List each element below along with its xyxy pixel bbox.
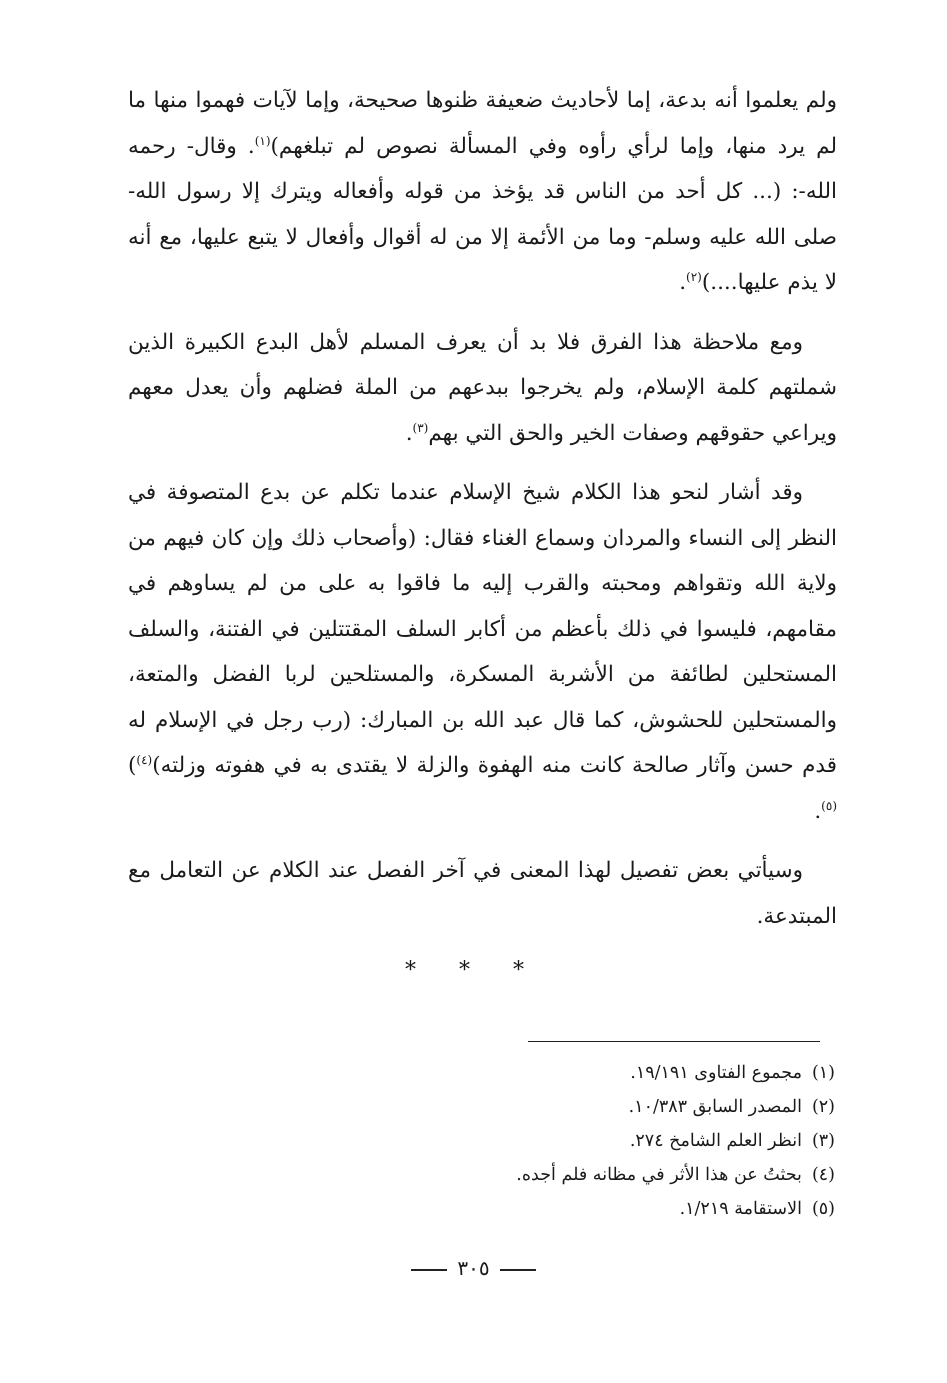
page-number [0,1256,947,1280]
footnotes [128,1056,835,1226]
footnote-divider [528,1041,820,1042]
footnote-number: (٤) [811,1165,835,1185]
paragraph-2 [128,320,837,457]
paragraph-text: . [679,270,687,295]
section-separator: * * * [405,958,542,983]
paragraph-text: . وقال- رحمه الله-: (... كل أحد من الناس قد يؤخذ من قوله وأفعاله ويترك إلا رسول الله- صلى الله عليه وسلم- وما من الأئمة إلا من له أقوال وأفعال لا يتبع عليها، مع أنه لا يذم عليها....) [128,133,837,295]
main-text [128,78,837,953]
footnote-item [128,1090,835,1124]
page-number-value: ٣٠٥ [457,1256,490,1280]
footnote-number: (١) [811,1063,835,1083]
footnote-ref: (٢) [686,269,702,284]
footnote-number: (٢) [811,1097,835,1117]
footnote-number: (٥) [811,1199,835,1219]
paragraph-text: ) [128,753,137,778]
footnote-text: بحثتُ عن هذا الأثر في مظانه فلم أجده. [516,1165,802,1185]
paragraph-3 [128,470,837,834]
paragraph-text: . [814,798,822,824]
footnote-ref: (٣) [412,420,429,435]
footnote-ref: (١) [254,133,271,148]
footnote-text: المصدر السابق ١٠/٣٨٣. [628,1097,802,1117]
footnote-item [128,1056,835,1090]
paragraph-text: . [405,420,413,446]
paragraph-text: ومع ملاحظة هذا الفرق فلا بد أن يعرف المسلم لأهل البدع الكبيرة الذين شملتهم كلمة الإسلام، ولم يخرجوا ببدعهم من الملة فضلهم وأن يعدل معهم ويراعي حقوقهم وصفات الخير والحق التي بهم [128,329,837,446]
footnote-text: انظر العلم الشامخ ٢٧٤. [629,1131,802,1151]
paragraph-text: ولم يعلموا أنه بدعة، إما لأحاديث ضعيفة ظنوها صحيحة، وإما لآيات فهموا منها ما لم يرد منها، وإما لرأي رأوه وفي المسألة نصوص لم تبلغهم) [128,88,838,159]
page-number-dash [411,1269,447,1271]
footnote-item [128,1192,835,1226]
footnote-number: (٣) [811,1131,835,1151]
page-number-dash [500,1269,536,1271]
paragraph-4 [128,848,837,939]
footnote-item [128,1124,835,1158]
paragraph-1 [128,78,837,306]
paragraph-text: وسيأتي بعض تفصيل لهذا المعنى في آخر الفصل عند الكلام عن التعامل مع المبتدعة. [128,858,837,929]
footnote-ref: (٤) [136,752,153,767]
footnote-text: الاستقامة ١/٢١٩. [679,1199,802,1219]
footnote-text: مجموع الفتاوى ١٩/١٩١. [630,1063,802,1083]
paragraph-text: وقد أشار لنحو هذا الكلام شيخ الإسلام عندما تكلم عن بدع المتصوفة في النظر إلى النساء والمردان وسماع الغناء فقال: (وأصحاب ذلك وإن كان فيهم من ولاية الله وتقواهم ومحبته والقرب إليه ما فاقوا به على من لم يساوهم في مقامهم، فليسوا في ذلك بأعظم من أكابر السلف المقتتلين في الفتنة، والسلف المستحلين لطائفة من الأشربة المسكرة، والمستلحين لربا الفضل والمتعة، والمستحلين للحشوش، كما قال عبد الله بن المبارك: (رب رجل في الإسلام له قدم حسن وآثار صالحة كانت منه الهفوة والزلة لا يقتدى به في هفوته وزلته) [128,480,837,778]
footnote-item [128,1158,835,1192]
footnote-ref: (٥) [821,798,837,813]
